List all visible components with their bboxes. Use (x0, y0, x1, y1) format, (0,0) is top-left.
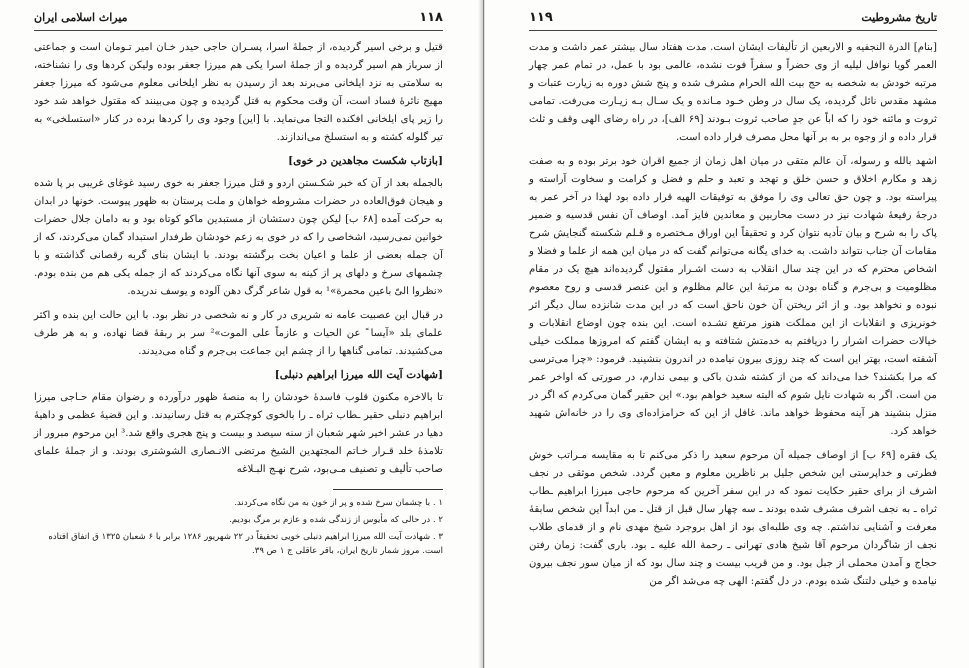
paragraph: قتیل و برخی اسیر گردیده، از جملهٔ اسرا، پسـران حاجی حیدر خـان امیر تـومان است و جماعتی از سرباز هم اسیر گردیده و از جملهٔ اسرا یکی هم میرزا جعفر بوده ولیکن کردها وی را نشناخته، به سلامتی به نزد ایلخانی می‌برند بعد از رسیدن به نظر ایلخانی معلوم می‌شود که میرزا جعفر مهیج نائرهٔ فساد است، آن وقت محکوم به قتل گردیده و چون می‌بینند که مقتول خواهد شد خود را زیر پای ایلخانی افکنده التجا می‌نماید. با [این] وجود وی را کردها برده در کنار «استسلخی» به تیر گلوله کشته و به استسلخ می‌اندازند. (34, 42, 443, 143)
section-heading: [شهادت آیت الله میرزا ابراهیم دنبلی] (274, 369, 443, 381)
paragraph: یک فقره [۶۹ ب] از اوصاف جمیله آن مرحوم سعید را ذکر می‌کنم تا به مقایسه مـراتب خوش فطرتی و خداپرستی این شخص جلیل بر ناظرین معلوم و معین گردد. شخص موثقی در نجف اشرف از برای حقیر حکایت نمود که در این سفر آخرین که مرحوم حاجی میرزا ابراهیم ـطاب ثراه ـ به نجف اشرف مشرف شده بودند ـ سه چهار سال قبل از قتل ـ من ابداً این شخص سابقهٔ معرفت و آشنایی نداشتم. چه وی طلبه‌ای بود از اهل بروجرد شیخ مهدی نام و از قدمای طلاب نجف از شاگردان مرحوم آقا شیخ هادی تهرانی ـ رحمة الله علیه ـ بود. باری گفت: زمان رفتن حجاج و آمدن محملی از جبل بود. و من قریب بیست و چند سال بود که از میان سور نجف بیرون نیامده و خیلی دلتنگ شده بودم. در دل گفتم: الهی چه می‌شد اگر من (529, 450, 938, 587)
footnote-rule (333, 489, 443, 490)
section-heading: [بازتاب شکست مجاهدین در خوی] (288, 155, 443, 167)
right-page-number: ۱۱۹ (529, 10, 553, 25)
left-page (0, 0, 484, 668)
footnote: ۳ . شهادت آیت الله میرزا ابراهیم دنبلی خویی تحقیقاً در ۲۲ شهریور ۱۲۸۶ برابر با ۶ شعبان ۱۳۲۵ ق اتفاق افتاده است. مروز شمار تاریخ ایران، باقر عاقلی ج ۱ ص ۳۹. (48, 532, 443, 556)
footnote: ۱ . با چشمان سرخ شده و پر از خون به من نگاه می‌کردند. (234, 498, 443, 508)
paragraph: تا بالاخره مکنون قلوب فاسدهٔ خودشان را به منصهٔ ظهور درآورده و رضوان مقام حـاجی میرزا ابراهیم دنبلی حقیر ـطاب ثراه ـ را بالخوی کوچکترم به قتل رسانیدند. و این قضیهٔ عظمی و داهیهٔ دهیا در عشر اخیر شهر شعبان از سنه سیصد و بیست و پنج هجری واقع شد.³ این مرحوم مبرور از تلامذهٔ خلد قـرار خـاتم المجتهدین الشیخ مرتضی الانـصاری الشوشتری بودند. و از جملهٔ علمای صاحب تألیف و تصنیف مـی‌بود، شرح نهـج البـلاغه (34, 392, 443, 475)
paragraph: در قبال این عصبیت عامه نه شریری در کار و نه شخصی در نظر بود. با این حالت این بنده و اکثر علمای بلد «آیسا ً عن الحیات و عازماً علی الموت»² سر بر ربقهٔ قضا نهاده، و به هر طرف می‌کشیدند. تمامی گناهها را از چشم این جماعت بی‌جرم و گناه می‌دیدند. (34, 310, 443, 357)
left-page-number: ۱۱۸ (419, 10, 443, 25)
left-running-head (34, 8, 443, 31)
paragraph: اشهد بالله و رسوله، آن عالم متقی در میان اهل زمان از جمیع اقران خود برتر بوده و به صفت زهد و مکارم اخلاق و حسن خلق و تهجد و تعبد و حلم و فضل و کرامت و سخاوت آراسته و پیراسته بود. و چون حق تعالی وی را موفق به توفیقات الهیه قرار داده بود لهذا در آخر عمر به درجهٔ رفیعهٔ شهادت نیز در دست محاربین و معاندین فایز آمد. اوصاف آن نفس قدسیه و ضمیر پاک را به شرح و بیان تأدیه نتوان کرد و تحقیقاً این اوراق مـختصره و قـلم شکسته گنجایش شرح مقامات آن جناب نتواند داشت. به خدای یگانه می‌توانم گفت که در میان این همه از علما و فضلا و اشخاص محترم که در این چند سال انقلاب به دست اشـرار مقتول گردیده‌اند هیچ یک در مقام مظلومیت و بی‌جرم و گناه بودن به مرتبهٔ این عالم مظلوم و این عنصر قدسی و روح معصوم نبوده و نخواهد بود. و از اثر ریختن آن خون ناحق است که در این مدت شانزده سال دیگر اثر خونریزی و انقلابات از این مملکت هنوز مرتفع نشـده است. این بنده چون اوضاع انقلابات و خیالات حضرات اشرار را دریافتم به خدمتش شتافته و به ایشان گفتم که امروزها مملکت خیلی آشفته است، بهتر این است که چند روزی بیرون نیامده در اندرون بنشینید. فرمود: «چرا می‌ترسی که مرا بکشند؟ خدا می‌داند که من از کشته شدن باکی و بیمی ندارم، در صورتی که اواخر عمر من است. اگر به شهادت نایل شوم که البته سعید خواهم بود.» این حقیر گمان می‌کردم که اگر در منزل بنشیند هر آینه محفوظ خواهد ماند. غافل از این که حرامزاده‌ای وی را در خانه‌اش شهید خواهد کرد. (529, 156, 937, 437)
paragraph: [بنام] الدرة النجفیه و الاربعین از تألیفات ایشان است. مدت هفتاد سال بیشتر عمر داشت و مدت العمر گویا نوافل لیلیه از وی حضراً و سفراً فوت نشده، عالمی بود با عمل، در تمام عمر چهار مرتبه خودش به شخصه به حج بیت الله الحرام مشرف شده و پنج شش دوره به زیارت عتبات و مشهد مقدس نائل گردیده، یک سال در وطن خـود مـانده و یک سـال بـه زیـارت می‌رفت. تمامی ثروت و مائته خود را که اباً عن جدٍ صاحب ثروت بـودند [۶۹ الف]، در راه رضای الهی وقف و ثلث قرار داده و از وجوه بر به بر آنها محل مصرف قرار داده است. (529, 42, 937, 143)
left-running-title: میراث اسلامی ایران (34, 11, 128, 24)
footnote: ۲ . در حالی که مأیوس از زندگی شده و عازم بر مرگ بودیم. (229, 515, 443, 525)
right-page (485, 0, 969, 668)
right-running-head (529, 8, 937, 31)
paragraph: بالجمله بعد از آن که خبر شکـستن اردو و قتل میرزا جعفر به خوی رسید غوغای غریبی بر پا شده و هیجان فوق‌العاده در حضرات مشروطه خواهان و ملت پرستان به ظهور پیوست. خونها در ابدان به حرکت آمده [۶۸ ب] لیکن چون دستشان از مستبدین ماکو کوتاه بود و به دامان جلال حضرات خوانین نمی‌رسید، اشخاصی را که در خوی به زعم خودشان طرفدار استبداد گمان می‌کردند، که از آن جمله بعضی از علما و اعیان بخت برگشته بودند. با ایشان بنای گربه رقصانی گذاشته و با چشمهای سرخ و دلهای پر از کینه به سوی آنها نگاه می‌کردند که از جمله یکی هم من بنده بودم. «نظروا الیّ باعین محمرة»¹ به قول شاعر گرگ دهن آلوده و یوسف ندریده. (34, 178, 444, 297)
right-running-title: تاریخ مشروطیت (861, 11, 937, 24)
